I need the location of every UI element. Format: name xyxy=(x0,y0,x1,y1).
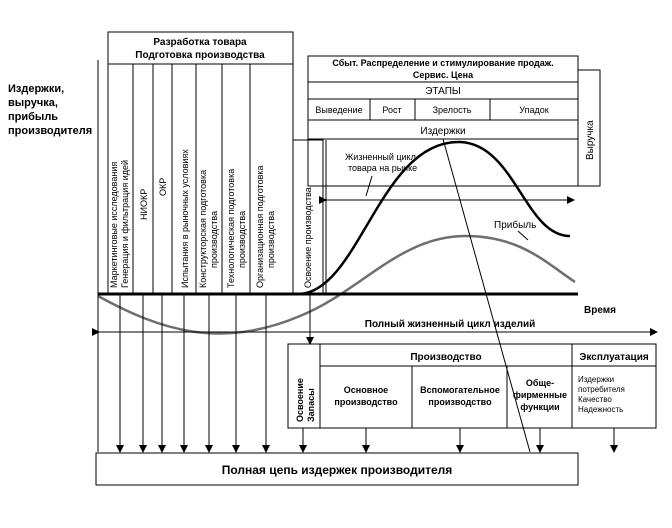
stage-label: Выведение xyxy=(315,105,363,115)
bottom-left-label: Освоение xyxy=(295,378,305,422)
revenue-label: Выручка xyxy=(585,120,596,160)
stage-label: Рост xyxy=(382,105,402,115)
production-column-label: Вспомогательное xyxy=(420,385,500,395)
stages-title: ЭТАПЫ xyxy=(425,86,461,97)
full-cycle-label: Полный жизненный цикл изделий xyxy=(364,319,536,330)
y-axis-label-line: Издержки, xyxy=(8,83,65,95)
dev-column-label: Маркетинговые исследования xyxy=(109,161,119,288)
dev-column-label: ОКР xyxy=(158,177,168,196)
dev-header-subtitle: Подготовка производства xyxy=(135,50,265,61)
costs-label: Издержки xyxy=(420,126,466,137)
exploitation-item: Издержки xyxy=(578,375,615,384)
market-cycle-label: Жизненный цикл xyxy=(345,152,416,162)
revenue-curve xyxy=(300,142,570,294)
exploitation-item: Надежность xyxy=(578,405,624,414)
stages-row xyxy=(315,99,548,120)
dev-column-label: Освоение производства xyxy=(303,187,313,288)
profit-label: Прибыль xyxy=(494,220,537,231)
y-axis-label-line: выручка, xyxy=(8,97,58,109)
dev-column-label: производства xyxy=(237,210,247,268)
exploitation-items xyxy=(578,375,625,414)
bottom-left-label: Запасы xyxy=(306,388,316,422)
dev-column-label: Технологическая подготовка xyxy=(226,168,236,288)
stage-label: Упадок xyxy=(519,105,549,115)
production-column-label: функции xyxy=(520,402,560,412)
production-column-label: производство xyxy=(428,397,492,407)
exploitation-item: Качество xyxy=(578,395,612,404)
dev-column-label: Генерация и фильтрация идей xyxy=(120,159,130,288)
y-axis-label-line: производителя xyxy=(8,125,93,137)
dev-column-label: Испытания в рыночных условиях xyxy=(180,149,190,288)
dev-column-labels xyxy=(109,149,313,288)
dev-column-label: производства xyxy=(209,210,219,268)
time-axis-label: Время xyxy=(584,305,616,316)
stage-label: Зрелость xyxy=(432,105,472,115)
dev-column-label: Организационная подготовка xyxy=(255,165,265,288)
dev-column-label: Конструкторская подготовка xyxy=(198,169,208,288)
sales-header-line: Сбыт. Распределение и стимулирование продаж. xyxy=(332,58,554,68)
y-axis-label-line: прибыль xyxy=(8,111,59,123)
exploitation-label: Эксплуатация xyxy=(579,352,649,363)
sales-header-line: Сервис. Цена xyxy=(412,70,474,80)
dev-header-title: Разработка товара xyxy=(153,37,247,48)
production-column-label: производство xyxy=(334,397,398,407)
production-column-label: Основное xyxy=(343,385,389,395)
total-chain-label: Полная цепь издержек производителя xyxy=(221,463,453,477)
production-column-label: Обще- xyxy=(525,378,555,388)
market-cycle-label: товара на рынке xyxy=(348,163,418,173)
exploitation-item: потребителя xyxy=(578,385,625,394)
dev-column-label: производства xyxy=(266,210,276,268)
dev-column-label: НИОКР xyxy=(139,188,149,220)
production-label: Производство xyxy=(410,352,482,363)
production-column-label: фирменные xyxy=(512,390,568,400)
